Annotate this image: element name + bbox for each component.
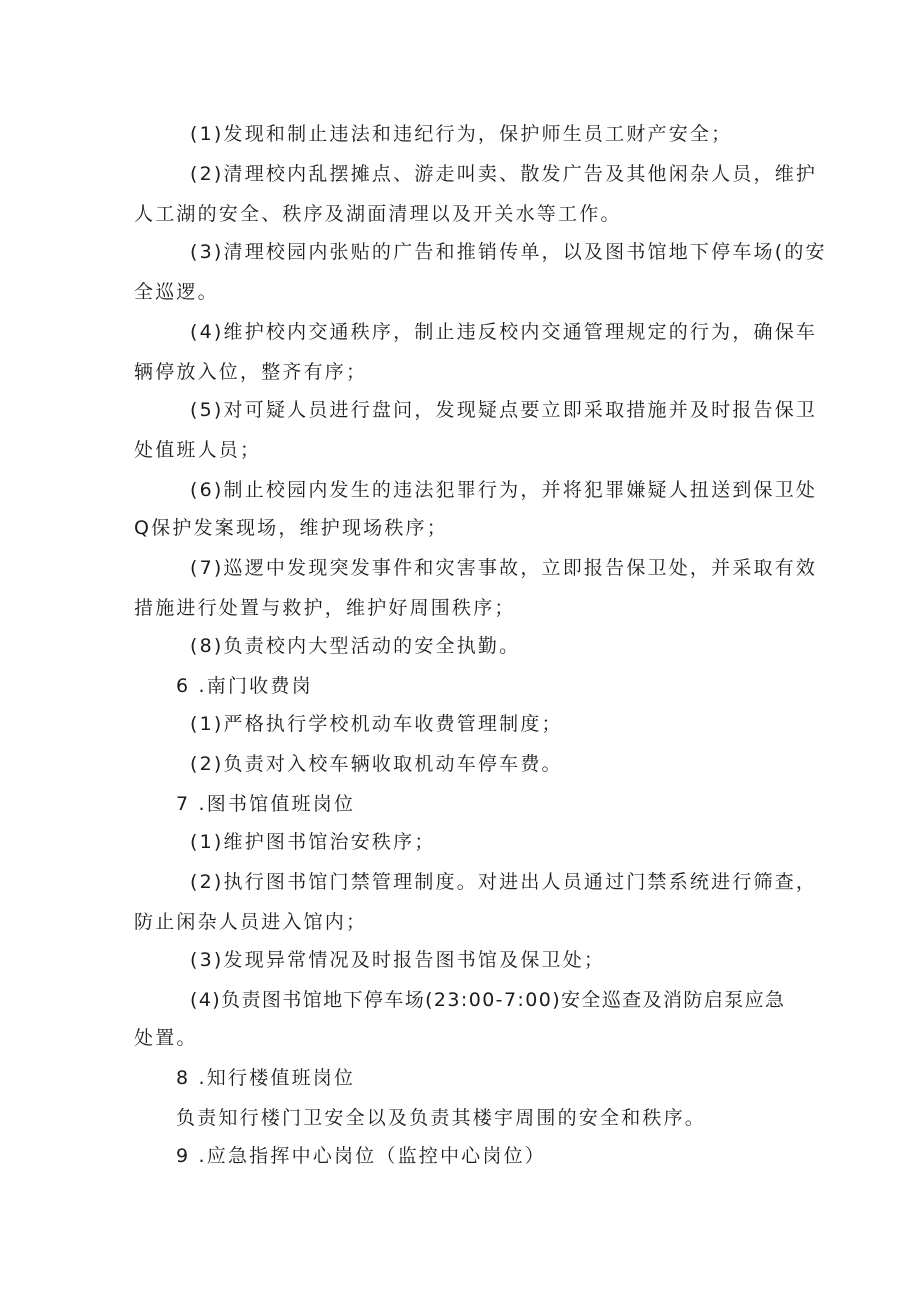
paragraph-line: 辆停放入位，整齐有序； (134, 361, 368, 383)
paragraph-line: (1)严格执行学校机动车收费管理制度； (190, 713, 563, 735)
paragraph-line: (1)发现和制止违法和违纪行为，保护师生员工财产安全； (190, 123, 733, 145)
paragraph-line: 处置。 (134, 1027, 198, 1049)
section-heading: 8 .知行楼值班岗位 (176, 1067, 356, 1089)
paragraph-line: (4)负责图书馆地下停车场(23:00-7:00)安全巡查及消防启泵应急 (190, 989, 786, 1011)
section-heading: 7 .图书馆值班岗位 (176, 793, 356, 815)
paragraph-line: (8)负责校内大型活动的安全执勤。 (190, 635, 521, 657)
paragraph-line: (3)发现异常情况及时报告图书馆及保卫处； (190, 949, 606, 971)
paragraph-line: (1)维护图书馆治安秩序； (190, 831, 436, 853)
paragraph-line: (5)对可疑人员进行盘问，发现疑点要立即采取措施并及时报告保卫 (190, 399, 818, 421)
paragraph-line: (2)执行图书馆门禁管理制度。对进出人员通过门禁系统进行筛查， (190, 871, 818, 893)
paragraph-line: Q保护发案现场，维护现场秩序； (134, 517, 448, 539)
paragraph-line: 处值班人员； (134, 439, 262, 461)
paragraph-line: 全巡逻。 (134, 281, 219, 303)
paragraph-line: (7)巡逻中发现突发事件和灾害事故，立即报告保卫处，并采取有效 (190, 557, 818, 579)
section-heading: 9 .应急指挥中心岗位（监控中心岗位） (176, 1145, 546, 1167)
paragraph-line: (2)负责对入校车辆收取机动车停车费。 (190, 753, 563, 775)
paragraph-line: 人工湖的安全、秩序及湖面清理以及开关水等工作。 (134, 203, 622, 225)
paragraph-line: (6)制止校园内发生的违法犯罪行为，并将犯罪嫌疑人扭送到保卫处 (190, 479, 818, 501)
paragraph-line: 防止闲杂人员进入馆内； (134, 911, 368, 933)
paragraph-line: (4)维护校内交通秩序，制止违反校内交通管理规定的行为，确保车 (190, 321, 818, 343)
paragraph-line: 负责知行楼门卫安全以及负责其楼宇周围的安全和秩序。 (176, 1107, 707, 1129)
paragraph-line: (3)清理校园内张贴的广告和推销传单，以及图书馆地下停车场(的安 (190, 241, 827, 263)
paragraph-line: (2)清理校内乱摆摊点、游走叫卖、散发广告及其他闲杂人员，维护 (190, 163, 818, 185)
section-heading: 6 .南门收费岗 (176, 675, 313, 697)
paragraph-line: 措施进行处置与救护，维护好周围秩序； (134, 597, 516, 619)
